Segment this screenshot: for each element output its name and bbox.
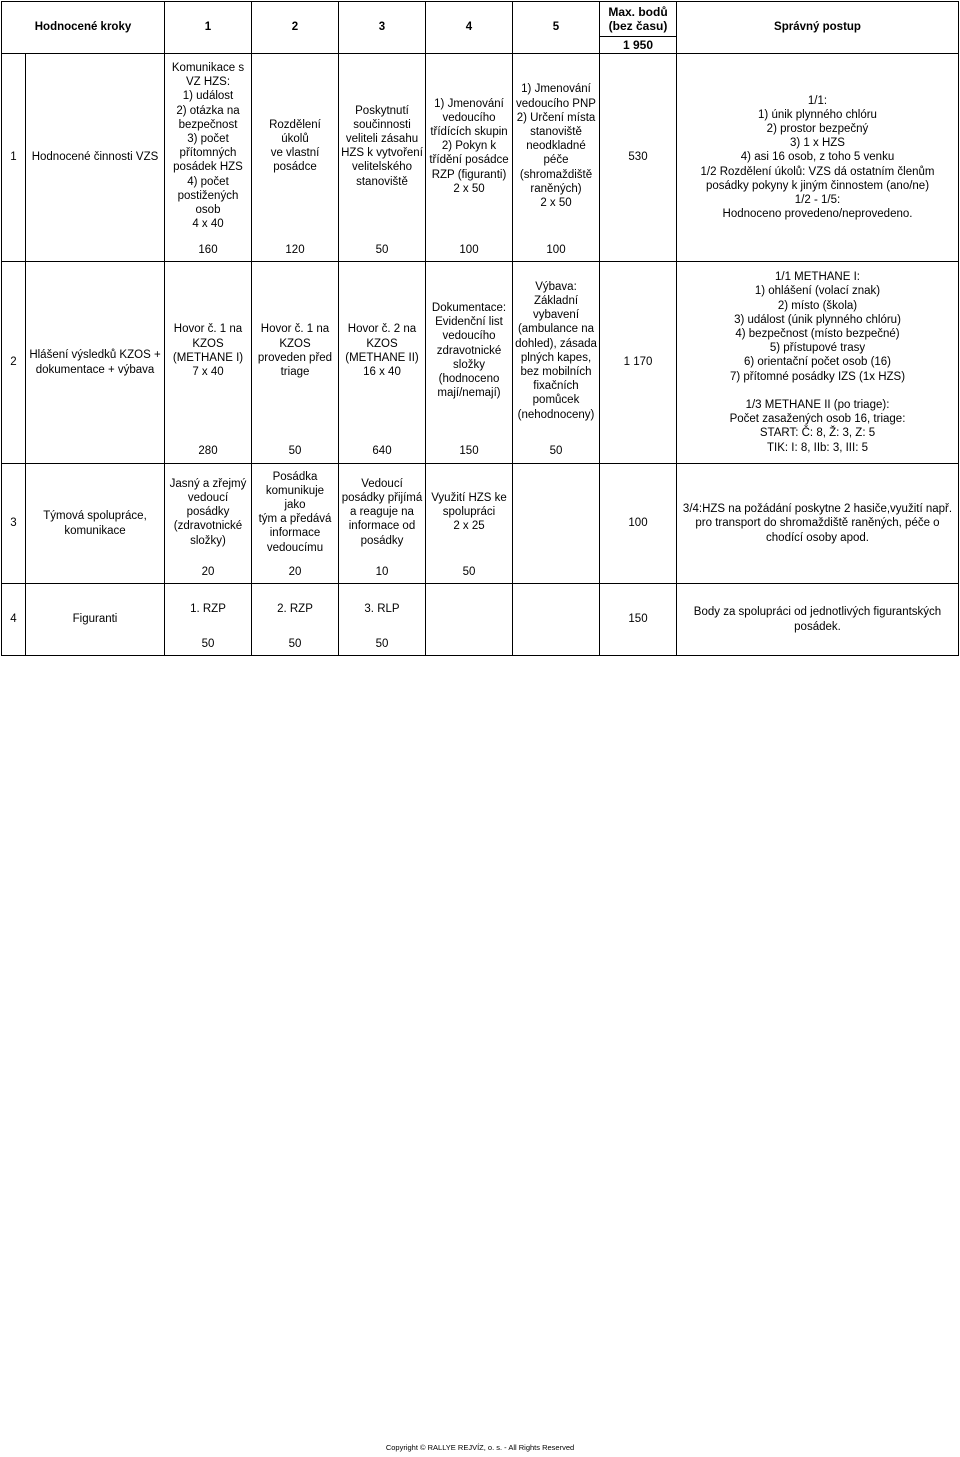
row-4-name: Figuranti [26, 584, 165, 656]
row-1-step-1: Komunikace s VZ HZS: 1) událost 2) otázka na bezpečnost 3) počet přítomných posádek HZS 4) počet postižených osob 4 x 40 [165, 54, 252, 239]
header-correct-label: Správný postup [677, 2, 959, 54]
row-2-points-4: 150 [426, 440, 513, 464]
row-3-step-5 [513, 464, 600, 561]
row-3-number: 3 [2, 464, 26, 584]
row-3-step-1: Jasný a zřejmý vedoucí posádky (zdravotnické složky) [165, 464, 252, 561]
row-4-number: 4 [2, 584, 26, 656]
row-3-points-3: 10 [339, 561, 426, 584]
row-3-points-5 [513, 561, 600, 584]
row-1-step-4: 1) Jmenování vedoucího třídících skupin 2) Pokyn k třídění posádce RZP (figuranti) 2 x 50 [426, 54, 513, 239]
row-4-points-1: 50 [165, 634, 252, 656]
row-4-points-2: 50 [252, 634, 339, 656]
row-4-step-1: 1. RZP [165, 584, 252, 634]
row-3-points-4: 50 [426, 561, 513, 584]
header-max-total: 1 950 [622, 38, 654, 52]
row-2-step-1: Hovor č. 1 na KZOS (METHANE I) 7 x 40 [165, 262, 252, 440]
row-3-step-2: Posádka komunikuje jako tým a předává informace vedoucímu [252, 464, 339, 561]
row-1-max: 530 [600, 54, 677, 262]
row-2-points-3: 640 [339, 440, 426, 464]
row-1-points-5: 100 [513, 239, 600, 262]
row-1-points-1: 160 [165, 239, 252, 262]
header-max-label: Max. bodů (bez času) [600, 2, 676, 37]
header-row [2, 2, 959, 54]
row-2-step-5: Výbava: Základní vybavení (ambulance na dohled), zásada plných kapes, bez mobilních fixačních pomůcek (nehodnoceny) [513, 262, 600, 440]
row-4-correct: Body za spolupráci od jednotlivých figurantských posádek. [677, 584, 959, 656]
row-1-correct: 1/1: 1) únik plynného chlóru 2) prostor bezpečný 3) 1 x HZS 4) asi 16 osob, z toho 5 venku 1/2 Rozdělení úkolů: VZS dá ostatním členům posádky pokyny k jiným činnostem (ano/ne) 1/2 - 1/5: Hodnoceno provedeno/neprovedeno. [677, 54, 959, 262]
table-row-1 [2, 54, 959, 239]
row-1-step-5: 1) Jmenování vedoucího PNP 2) Určení místa stanoviště neodkladné péče (shromaždiště raněných) 2 x 50 [513, 54, 600, 239]
row-3-max: 100 [600, 464, 677, 584]
header-col-5: 5 [513, 2, 600, 54]
header-col-2: 2 [252, 2, 339, 54]
row-1-name: Hodnocené činnosti VZS [26, 54, 165, 262]
row-4-points-3: 50 [339, 634, 426, 656]
row-1-number: 1 [2, 54, 26, 262]
row-4-max: 150 [600, 584, 677, 656]
evaluation-table [1, 1, 959, 656]
row-2-points-1: 280 [165, 440, 252, 464]
row-4-points-4 [426, 634, 513, 656]
table-row-2 [2, 262, 959, 440]
row-1-step-3: Poskytnutí součinnosti veliteli zásahu HZS k vytvoření velitelského stanoviště [339, 54, 426, 239]
row-3-step-4: Využití HZS ke spolupráci 2 x 25 [426, 464, 513, 561]
table-row-3 [2, 464, 959, 561]
row-3-points-1: 20 [165, 561, 252, 584]
row-2-name: Hlášení výsledků KZOS + dokumentace + výbava [26, 262, 165, 464]
header-steps-label: Hodnocené kroky [2, 2, 165, 54]
row-2-step-2: Hovor č. 1 na KZOS proveden před triage [252, 262, 339, 440]
row-2-correct: 1/1 METHANE I: 1) ohlášení (volací znak) 2) místo (škola) 3) událost (únik plynného chlóru) 4) bezpečnost (místo bezpečné) 5) přístupové trasy 6) orientační počet osob (16) 7) přítomné posádky IZS (1x HZS) 1/3 METHANE II (po triage): Počet zasažených osob 16, triage: START: Č: 8, Ž: 3, Z: 5 TIK: I: 8, IIb: 3, III: 5 [677, 262, 959, 464]
row-2-points-2: 50 [252, 440, 339, 464]
row-1-step-2: Rozdělení úkolů ve vlastní posádce [252, 54, 339, 239]
row-4-points-5 [513, 634, 600, 656]
row-4-step-3: 3. RLP [339, 584, 426, 634]
table-row-4 [2, 584, 959, 634]
header-col-4: 4 [426, 2, 513, 54]
header-col-1: 1 [165, 2, 252, 54]
row-1-points-2: 120 [252, 239, 339, 262]
row-4-step-5 [513, 584, 600, 634]
row-3-name: Týmová spolupráce, komunikace [26, 464, 165, 584]
copyright-footer: Copyright © RALLYE REJVÍZ, o. s. - All Rights Reserved [385, 1443, 575, 1452]
row-2-number: 2 [2, 262, 26, 464]
row-2-step-4: Dokumentace: Evidenční list vedoucího zdravotnické složky (hodnoceno mají/nemají) [426, 262, 513, 440]
header-col-3: 3 [339, 2, 426, 54]
row-1-points-3: 50 [339, 239, 426, 262]
row-1-points-4: 100 [426, 239, 513, 262]
row-3-points-2: 20 [252, 561, 339, 584]
row-3-step-3: Vedoucí posádky přijímá a reaguje na informace od posádky [339, 464, 426, 561]
header-max [600, 2, 677, 54]
row-4-step-2: 2. RZP [252, 584, 339, 634]
row-2-max: 1 170 [600, 262, 677, 464]
row-2-points-5: 50 [513, 440, 600, 464]
row-3-correct: 3/4:HZS na požádání poskytne 2 hasiče,využití např. pro transport do shromaždiště raněných, péče o chodící osoby apod. [677, 464, 959, 584]
row-4-step-4 [426, 584, 513, 634]
row-2-step-3: Hovor č. 2 na KZOS (METHANE II) 16 x 40 [339, 262, 426, 440]
